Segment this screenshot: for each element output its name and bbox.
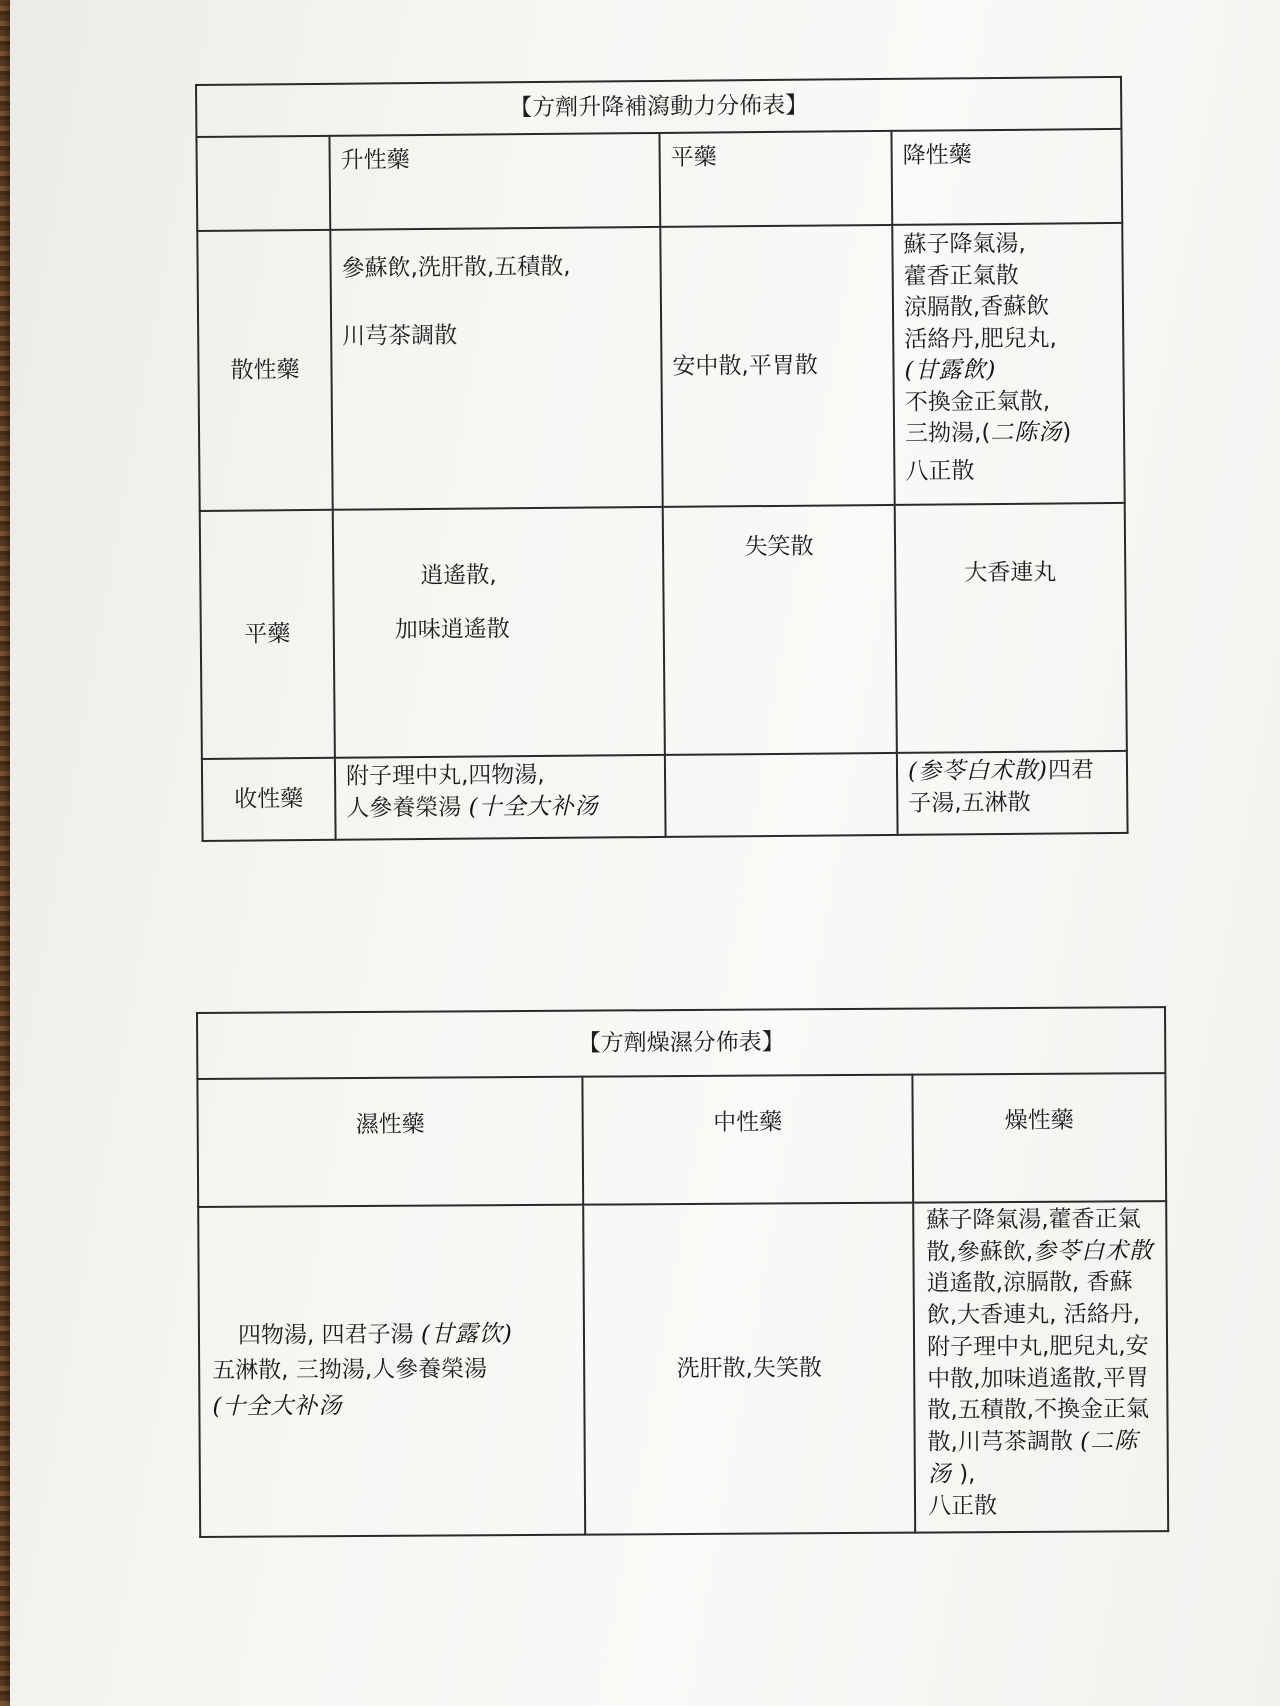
handwritten-note: (甘露饮) — [420, 1320, 513, 1348]
handwritten-note: (参苓白术散) — [907, 757, 1049, 785]
header-ascending: 升性藥 — [329, 133, 660, 230]
formula-line-mixed — [346, 790, 654, 825]
table1-corner-cell — [196, 136, 330, 231]
formula-text: 人參養榮湯 — [346, 794, 462, 822]
handwritten-note: (十全大补汤 — [468, 793, 599, 821]
dry-damp-table — [196, 1006, 1169, 1538]
row-label-dispersing: 散性藥 — [197, 230, 332, 511]
formula-line: 活絡丹,肥兒丸, — [904, 324, 1057, 353]
cell-dry-formulas — [913, 1201, 1168, 1533]
cell-dispersing-ascending — [330, 227, 662, 510]
formula-text: 逍遙散,涼膈散, 香蘇飲,大香連丸, 活絡丹,附子理中丸,肥兒丸,安中散,加味逍遙散,平胃散,五積散,不換金正氣散,川芎茶調散 — [926, 1269, 1150, 1456]
table2-title: 【方劑燥濕分佈表】 — [197, 1007, 1165, 1079]
header-damp: 濕性藥 — [197, 1077, 583, 1207]
header-descending: 降性藥 — [891, 129, 1122, 225]
header-neutral: 平藥 — [659, 131, 892, 227]
formula-line: 參蘇飲,洗肝散,五積散, — [341, 253, 571, 282]
cell-dispersing-neutral: 安中散,平胃散 — [660, 225, 894, 507]
formula-line: 五淋散, 三拗湯,人參養榮湯 — [212, 1356, 488, 1385]
formula-text: 蘇子降氣湯,藿香正氣散,參蘇飲, — [926, 1206, 1141, 1266]
paren-close: ) — [1062, 419, 1072, 446]
cell-neutral-nature-formulas: 洗肝散,失笑散 — [583, 1203, 915, 1535]
formula-line: 藿香正氣散 — [903, 262, 1019, 290]
formula-line: 八正散 — [927, 1492, 998, 1520]
cell-astringent-descending — [897, 751, 1128, 835]
formula-text: 四物湯, 四君子湯 — [237, 1321, 414, 1349]
formula-text: 四君子湯,五淋散 — [908, 757, 1095, 817]
cell-damp-formulas — [198, 1205, 585, 1537]
formula-line: 八正散 — [905, 457, 975, 485]
ascending-descending-table — [195, 76, 1129, 842]
formula-text: 三拗湯,( — [904, 420, 991, 447]
handwritten-note: (十全大补汤 — [212, 1392, 343, 1420]
cell-astringent-neutral — [665, 753, 898, 837]
formula-line: 加味逍遙散 — [394, 616, 510, 644]
formula-line: 逍遙散, — [420, 562, 497, 590]
formula-line: 涼膈散,香蘇飲 — [903, 293, 1050, 321]
handwritten-note: (甘露飲) — [904, 357, 997, 384]
cell-dispersing-descending — [892, 223, 1124, 505]
cell-neutral-neutral: 失笑散 — [663, 505, 897, 755]
formula-line: 附子理中丸,四物湯, — [345, 761, 545, 790]
handwritten-note: (二陈汤 — [927, 1428, 1139, 1488]
header-neutral-nature: 中性藥 — [582, 1075, 913, 1205]
cell-astringent-ascending — [335, 755, 666, 840]
handwritten-note: 二陈汤 — [990, 419, 1063, 447]
formula-line-mixed — [212, 1316, 571, 1354]
table1-title: 【方劑升降補瀉動力分佈表】 — [196, 77, 1121, 137]
cell-neutral-descending: 大香連丸 — [895, 503, 1127, 753]
row-label-neutral: 平藥 — [200, 510, 335, 759]
cell-neutral-ascending — [333, 507, 665, 758]
handwritten-note: 参苓白术散 — [1033, 1237, 1154, 1265]
formula-line: 不換金正氣散, — [904, 388, 1051, 416]
formula-line: 蘇子降氣湯, — [903, 230, 1026, 258]
row-label-astringent: 收性藥 — [202, 758, 336, 841]
header-dry: 燥性藥 — [912, 1073, 1166, 1203]
paren-close: ), — [959, 1461, 976, 1488]
formula-line-mixed — [905, 417, 1113, 450]
formula-line: 川芎茶調散 — [342, 322, 458, 350]
